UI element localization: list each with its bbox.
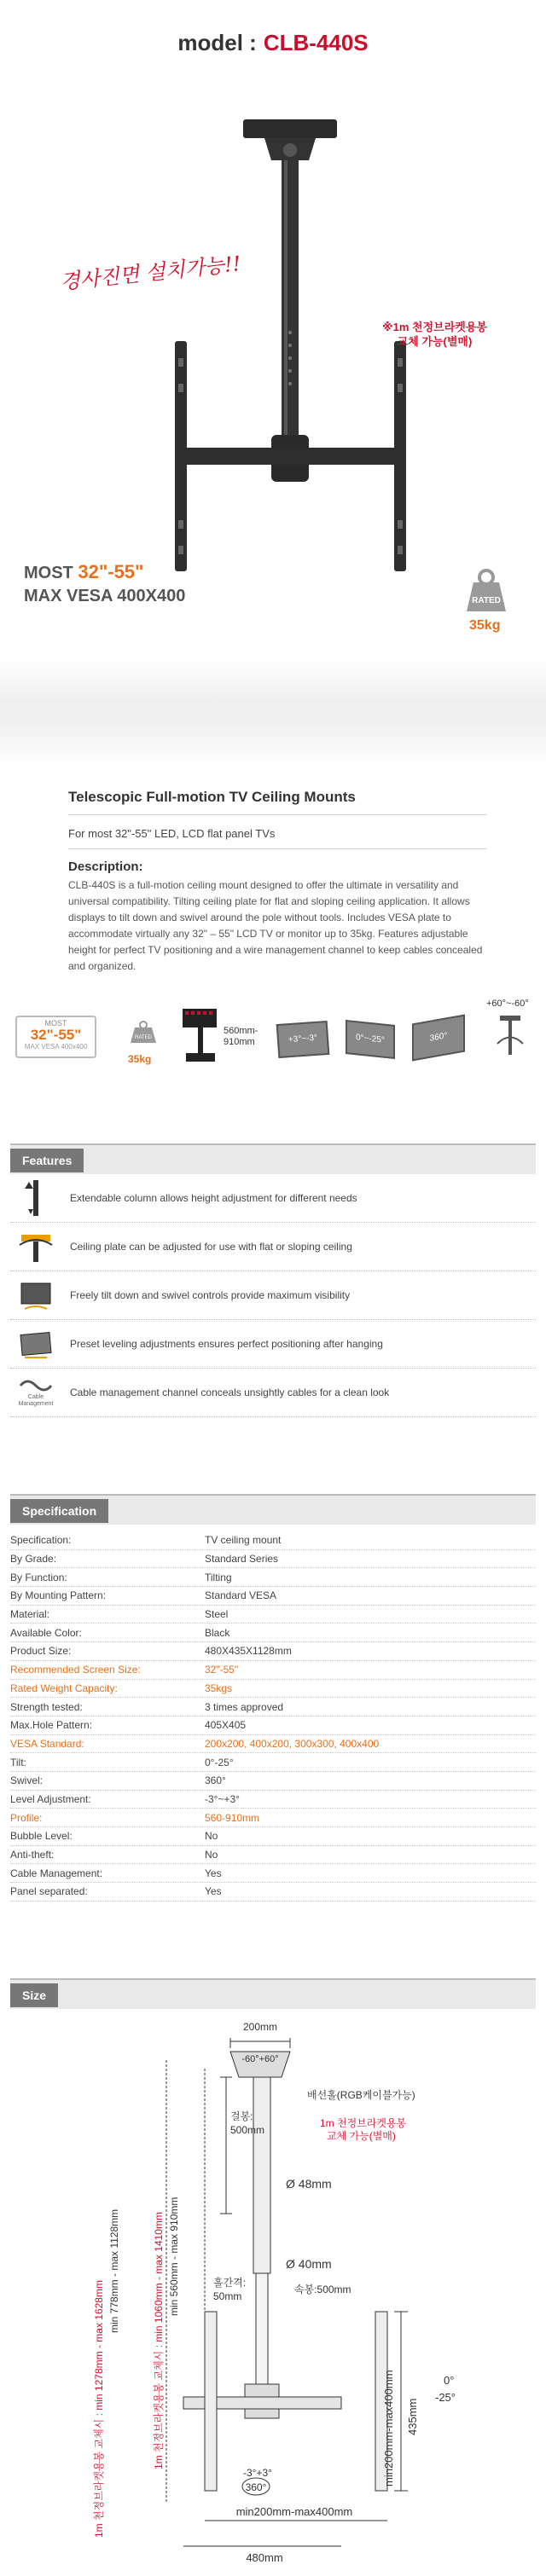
tilt-zero: 0° <box>444 2373 455 2387</box>
rated-label: RATED <box>472 596 501 605</box>
screen-size-badge: MOST 32"-55" <box>24 561 144 582</box>
model-code: CLB-440S <box>263 29 369 55</box>
rated-weight: 35kg <box>469 618 501 633</box>
hole-gap-label: 홀간격: <box>213 2276 247 2289</box>
tilt-swivel-icon <box>10 1274 61 1317</box>
spec-key: Cable Management: <box>10 1867 103 1879</box>
spec-value: 405X405 <box>205 1719 247 1732</box>
spec-key: Specification: <box>10 1534 72 1547</box>
swivel-range: 360° <box>245 2480 267 2493</box>
left-red-dimension: 1m 천정브라켓용봉 교체시 : min 1278mm - max 1628mm <box>93 2279 105 2538</box>
total-width: 480mm <box>246 2550 283 2564</box>
size-badge-icon: MOST 32"-55" MAX VESA 400x400 <box>15 1016 96 1058</box>
pole-gap-label: 걸봉: <box>230 2110 253 2122</box>
spec-key: By Function: <box>10 1571 67 1583</box>
spec-key: Available Color: <box>10 1626 82 1639</box>
spec-value: 360° <box>205 1774 226 1787</box>
spec-key: Recommended Screen Size: <box>10 1664 141 1676</box>
weight-icon <box>456 559 516 618</box>
spec-row <box>10 1568 536 1587</box>
spec-value: 480X435X1128mm <box>205 1645 292 1658</box>
feature-icon-strip <box>0 990 546 1101</box>
feature-text: Freely tilt down and swivel controls provide maximum visibility <box>70 1289 351 1301</box>
spec-key: Anti-theft: <box>10 1849 55 1861</box>
inner-pole-length: 속봉:500mm <box>294 2283 351 2295</box>
spec-value: No <box>205 1830 218 1843</box>
spec-key: Level Adjustment: <box>10 1792 91 1805</box>
swivel-icon: 360° <box>412 1015 465 1062</box>
spec-row <box>10 1716 536 1735</box>
feature-text: Extendable column allows height adjustment for different needs <box>70 1192 357 1204</box>
description-heading: Description: <box>68 860 143 874</box>
spec-row <box>10 1735 536 1754</box>
feature-row <box>10 1174 536 1223</box>
ceiling-mount-illustration <box>162 119 418 614</box>
spec-value: 3 times approved <box>205 1700 284 1713</box>
sloped-ceiling-install-text: 경사진면 설치가능!! <box>59 251 242 295</box>
screen-size-value: 32"-55" <box>78 561 144 582</box>
spec-row <box>10 1624 536 1642</box>
plate-angle: -60°+60° <box>241 2053 279 2064</box>
spec-row <box>10 1883 536 1902</box>
size-red-note-2: 교체 가능(별매) <box>327 2129 396 2142</box>
dimension-drawing <box>0 2009 546 2572</box>
height-range: 560mm- 910mm <box>224 1026 258 1047</box>
diameter-40: Ø 40mm <box>286 2256 332 2271</box>
feature-text: Cable management channel conceals unsightly cables for a clean look <box>70 1386 390 1398</box>
ceiling-plate-icon <box>10 1225 61 1268</box>
spec-value: 32"-55" <box>205 1664 239 1676</box>
weight-value: 35kg <box>128 1053 152 1065</box>
size-red-note-1: 1m 천정브라켓용봉 <box>320 2116 407 2129</box>
spec-value: Tilting <box>205 1571 232 1583</box>
section-divider <box>0 657 546 767</box>
specification-header: Specification <box>10 1494 536 1525</box>
spec-value: Steel <box>205 1608 229 1621</box>
features-header: Features <box>10 1143 536 1174</box>
feature-row <box>10 1369 536 1417</box>
spec-key: Rated Weight Capacity: <box>10 1682 118 1694</box>
spec-value: No <box>205 1849 218 1861</box>
pole-gap-value: 500mm <box>230 2123 265 2136</box>
mid-red-dimension: 1m 천정브라켓용봉 교체시 : min 1060mm - max 1410mm <box>153 2211 165 2469</box>
description-section <box>0 789 546 975</box>
spec-row <box>10 1642 536 1661</box>
spec-row <box>10 1606 536 1624</box>
spec-key: VESA Standard: <box>10 1737 84 1750</box>
spec-value: 35kgs <box>205 1682 233 1694</box>
specification-table <box>10 1531 536 1902</box>
spec-row <box>10 1753 536 1772</box>
hole-gap-value: 50mm <box>213 2289 242 2302</box>
spec-row <box>10 1531 536 1550</box>
spec-key: Profile: <box>10 1811 43 1824</box>
feature-row <box>10 1320 536 1369</box>
spec-value: Black <box>205 1626 230 1639</box>
spec-key: By Mounting Pattern: <box>10 1589 107 1602</box>
diameter-48: Ø 48mm <box>286 2176 332 2191</box>
spec-value: Yes <box>205 1885 222 1898</box>
spec-key: Swivel: <box>10 1774 44 1787</box>
height-adjust-icon <box>181 1007 220 1067</box>
cable-management-icon: Cable Management <box>10 1371 61 1414</box>
mid-black-dimension: min 560mm - max 910mm <box>168 2197 180 2316</box>
spec-value: -3°~+3° <box>205 1792 240 1805</box>
spec-key: Strength tested: <box>10 1700 83 1713</box>
spec-row <box>10 1791 536 1809</box>
product-title: Telescopic Full-motion TV Ceiling Mounts <box>68 789 486 815</box>
spec-key: Product Size: <box>10 1645 72 1658</box>
extendable-column-icon <box>10 1177 61 1219</box>
plate-tilt-label: +60°~-60° <box>486 999 529 1009</box>
spec-row <box>10 1680 536 1699</box>
cable-hole-label: 배선홀(RGB케이블가능) <box>307 2088 415 2101</box>
level-range: -3°+3° <box>243 2466 272 2479</box>
spec-value: 200x200, 400x200, 300x300, 400x400 <box>205 1737 380 1750</box>
max-vesa-label: MAX VESA 400X400 <box>24 587 186 605</box>
spec-row <box>10 1864 536 1883</box>
spec-row <box>10 1809 536 1827</box>
vesa-width-range: min200mm-max400mm <box>235 2504 353 2518</box>
top-width: 200mm <box>242 2020 278 2033</box>
size-diagram <box>0 2009 546 2572</box>
spec-row <box>10 1846 536 1865</box>
spec-key: By Grade: <box>10 1553 57 1566</box>
tilt-minus-25: -25° <box>435 2390 456 2404</box>
size-header: Size <box>10 1978 536 2009</box>
spec-value: Standard VESA <box>205 1589 277 1602</box>
leveling-icon <box>10 1323 61 1365</box>
spec-value: Standard Series <box>205 1553 279 1566</box>
height-435: 435mm <box>406 2398 419 2435</box>
level-adjust-icon: +3°~-3° <box>276 1021 330 1058</box>
spec-value: Yes <box>205 1867 222 1879</box>
spec-row <box>10 1661 536 1680</box>
description-body: CLB-440S is a full-motion ceiling mount designed to offer the ultimate in versatility and universal compatibility. Tilting ceiling plate for flat and sloping ceiling application. It allows displays to tilt down and swivel around the pole without tools. Includes VESA plate to accommodate virtually any 32" – 55" LCD TV or monitor up to 35kg. Features adjustable height for perfect TV positioning and a wire management channel to keep cables concealed and organized. <box>68 879 483 972</box>
feature-row <box>10 1223 536 1271</box>
spec-row <box>10 1772 536 1791</box>
spec-key: Material: <box>10 1608 50 1621</box>
svg-text:RATED: RATED <box>135 1035 152 1040</box>
left-black-dimension: min 778mm - max 1128mm <box>108 2208 120 2333</box>
feature-text: Ceiling plate can be adjusted for use with flat or sloping ceiling <box>70 1241 352 1253</box>
spec-key: Tilt: <box>10 1756 26 1768</box>
spec-row <box>10 1587 536 1606</box>
spec-key: Max.Hole Pattern: <box>10 1719 93 1732</box>
spec-row <box>10 1698 536 1716</box>
spec-key: Bubble Level: <box>10 1830 73 1843</box>
ceiling-plate-tilt-icon <box>493 1014 527 1065</box>
spec-key: Panel separated: <box>10 1885 88 1898</box>
ceiling-pole-note: ※1m 천정브라켓용봉 교체 가능(별매) <box>382 321 487 348</box>
model-header <box>0 0 546 85</box>
vesa-height-range: min200mm-max400mm <box>382 2370 395 2486</box>
spec-row <box>10 1827 536 1846</box>
weight-icon <box>126 1019 160 1045</box>
model-label: model : <box>177 29 257 55</box>
feature-row <box>10 1271 536 1320</box>
spec-value: 560-910mm <box>205 1811 260 1824</box>
product-subtitle: For most 32"-55" LED, LCD flat panel TVs <box>68 827 486 849</box>
tilt-icon: 0°~-25° <box>346 1020 395 1059</box>
spec-row <box>10 1550 536 1569</box>
spec-value: TV ceiling mount <box>205 1534 282 1547</box>
features-list <box>10 1174 536 1417</box>
feature-text: Preset leveling adjustments ensures perfect positioning after hanging <box>70 1338 383 1350</box>
hero-product-image <box>0 85 546 657</box>
spec-value: 0°-25° <box>205 1756 234 1768</box>
